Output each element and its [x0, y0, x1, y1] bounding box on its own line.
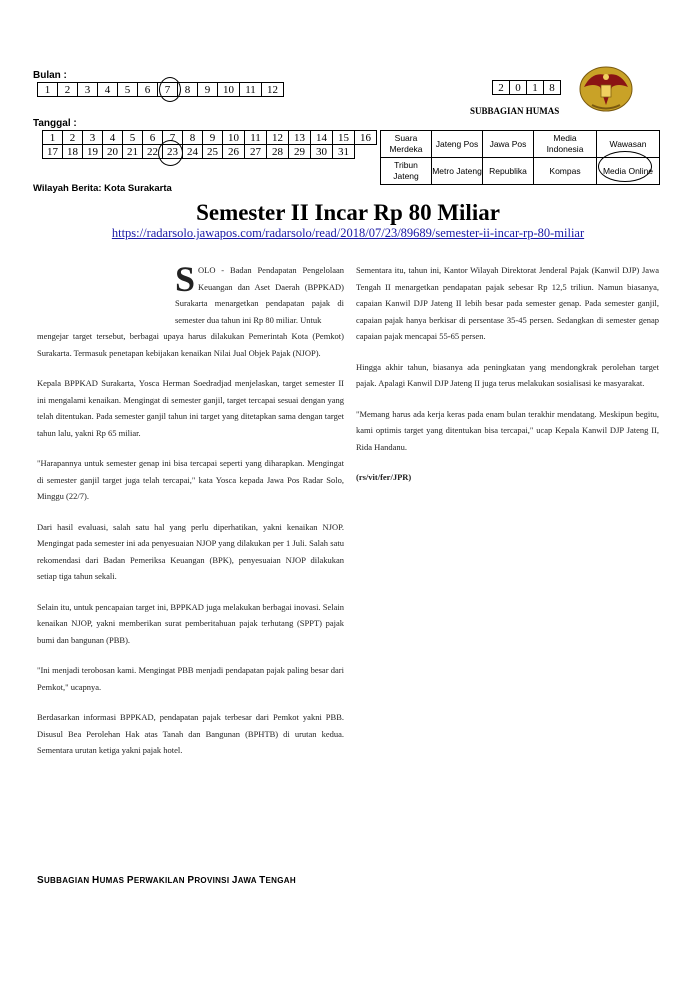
month-cell: 9: [198, 83, 218, 97]
date-cell: 6: [143, 131, 163, 145]
selected-media-circle: [598, 151, 652, 182]
garuda-emblem-icon: [578, 65, 634, 115]
article-paragraph: Selain itu, untuk pencapaian target ini, BPPKAD juga melakukan berbagai inovasi. Selain kenaikan NJOP, yakni memberikan surat pemberitahuan pajak terhutang (SPPT) pajak bumi dan bangunan (PBB).: [37, 601, 344, 645]
date-cell: 23: [163, 145, 183, 159]
year-digit-cell: 2: [493, 81, 510, 95]
year-box: [492, 80, 561, 95]
date-cell: 16: [355, 131, 377, 145]
bulan-label: Bulan :: [33, 70, 67, 81]
media-cell: Wawasan: [597, 131, 660, 158]
date-cell: 27: [245, 145, 267, 159]
date-cell: 24: [183, 145, 203, 159]
article-signature: (rs/vit/fer/JPR): [356, 472, 412, 482]
article-paragraph: Hingga akhir tahun, biasanya ada peningkatan yang mendongkrak perolehan target pajak. Apalagi Kanwil DJP Jateng II juga terus melakukan sosialisasi ke masyarakat.: [356, 361, 659, 388]
selected-month-circle: [159, 77, 181, 102]
date-cell: 17: [43, 145, 63, 159]
tanggal-label: Tanggal :: [33, 118, 77, 129]
article-title: Semester II Incar Rp 80 Miliar: [196, 200, 500, 225]
media-cell: Jateng Pos: [432, 131, 483, 158]
date-cell: 3: [83, 131, 103, 145]
month-cell: 4: [98, 83, 118, 97]
date-cell: 10: [223, 131, 245, 145]
article-right-column: [356, 262, 659, 500]
article-paragraph: Berdasarkan informasi BPPKAD, pendapatan pajak terbesar dari Pemkot yakni PBB. Disusul Bea Perolehan Hak atas Tanah dan Bangunan (BPHTB) di urutan kedua. Sementara urutan ketiga yakni pajak hotel.: [37, 712, 344, 755]
month-cell: 11: [240, 83, 262, 97]
media-cell: Kompas: [534, 158, 597, 185]
media-cell: Republika: [483, 158, 534, 185]
article-paragraph: "Memang harus ada kerja keras pada enam bulan terakhir mendatang. Meskipun begitu, kami optimis target yang ditentukan bisa tercapai," ucap Kepala Kanwil DJP Jateng II, Rida Handanu.: [356, 408, 659, 452]
wilayah-berita: Wilayah Berita: Kota Surakarta: [33, 183, 172, 194]
media-cell: Tribun Jateng: [381, 158, 432, 185]
date-cell: 20: [103, 145, 123, 159]
selected-date-circle: [158, 140, 183, 166]
article-left-column: [37, 259, 344, 773]
date-cell: 26: [223, 145, 245, 159]
footer-office-name: SUBBAGIAN HUMAS PERWAKILAN PROVINSI JAWA TENGAH: [37, 875, 296, 886]
date-cell: 19: [83, 145, 103, 159]
date-cell: 18: [63, 145, 83, 159]
date-table: [42, 130, 377, 159]
month-cell: 7: [158, 83, 178, 97]
date-cell: 7: [163, 131, 183, 145]
article-paragraph: Dari hasil evaluasi, salah satu hal yang perlu diperhatikan, yakni kenaikan NJOP. Mengingat pada semester ini ada penyesuaian NJOP yang dilakukan per 1 Juli. Salah satu rekomendasi dari Badan Pemeriksa Keuangan (BPK), penyesuaian NJOP dilakukan setiap tiga tahun sekali.: [37, 521, 344, 581]
date-cell: 29: [289, 145, 311, 159]
date-cell: 25: [203, 145, 223, 159]
media-cell: Suara Merdeka: [381, 131, 432, 158]
date-cell: 22: [143, 145, 163, 159]
date-cell: 14: [311, 131, 333, 145]
lead-paragraph: OLO - Badan Pendapatan Pengelolaan Keuangan dan Aset Daerah (BPPKAD) Surakarta menargetkan pendapatan pajak di semester dua tahun ini Rp 80 miliar. Untuk: [175, 265, 344, 325]
date-cell: 13: [289, 131, 311, 145]
media-cell: Media Online: [597, 158, 660, 185]
month-cell: 3: [78, 83, 98, 97]
date-cell: 30: [311, 145, 333, 159]
date-cell: 21: [123, 145, 143, 159]
month-cell: 12: [262, 83, 284, 97]
date-cell: 31: [333, 145, 355, 159]
month-cell: 1: [38, 83, 58, 97]
date-cell: 2: [63, 131, 83, 145]
month-cell: 8: [178, 83, 198, 97]
date-cell: 1: [43, 131, 63, 145]
year-digit-cell: 0: [510, 81, 527, 95]
date-cell: 28: [267, 145, 289, 159]
article-paragraph: "Ini menjadi terobosan kami. Mengingat PBB menjadi pendapatan pajak paling besar dari Pemkot," ucapnya.: [37, 665, 344, 692]
year-digit-cell: 8: [544, 81, 561, 95]
month-cell: 2: [58, 83, 78, 97]
month-cell: 6: [138, 83, 158, 97]
drop-cap: S: [175, 259, 196, 299]
date-cell: 4: [103, 131, 123, 145]
article-url[interactable]: https://radarsolo.jawapos.com/radarsolo/read/2018/07/23/89689/semester-ii-incar-rp-80-miliar: [111, 226, 585, 240]
date-cell: 15: [333, 131, 355, 145]
article-paragraph: "Harapannya untuk semester genap ini bisa tercapai seperti yang diharapkan. Mengingat di semester ganjil target juga telah tercapai," kata Yosca kepada Jawa Pos Radar Solo, Minggu (22/7).: [37, 458, 344, 501]
date-cell: 5: [123, 131, 143, 145]
date-cell: 12: [267, 131, 289, 145]
date-cell: 11: [245, 131, 267, 145]
media-cell: Media Indonesia: [534, 131, 597, 158]
year-digit-cell: 1: [527, 81, 544, 95]
article-paragraph: Kepala BPPKAD Surakarta, Yosca Herman Soedradjad menjelaskan, target semester II ini mengalami kenaikan. Mengingat di semester ganjil, target tercapai sesuai dengan yang telah ditentukan. Pada semester ganjil tahun ini target yang ditetapkan sama dengan target tahun lalu, yakni Rp 65 miliar.: [37, 378, 344, 438]
media-cell: Jawa Pos: [483, 131, 534, 158]
date-cell: 8: [183, 131, 203, 145]
lead-continuation: mengejar target tersebut, berbagai upaya harus dilakukan Pemerintah Kota (Pemkot) Surakarta. Termasuk penetapan kebijakan kenaikan Nilai Jual Objek Pajak (NJOP).: [37, 331, 344, 358]
date-cell: 9: [203, 131, 223, 145]
article-paragraph: Sementara itu, tahun ini, Kantor Wilayah Direktorat Jenderal Pajak (Kanwil DJP) Jawa Tengah II menargetkan pendapatan pajak sebesar Rp 12,5 triliun. Namun biasanya, capaian Kanwil DJP Jateng II lebih besar pada semester genap. Pada semester ganjil, capaian pajak hanya berkisar di persentase 35-45 persen. Sedangkan di semester genap capaian pajak mencapai 55-65 persen.: [356, 265, 659, 341]
media-cell: Metro Jateng: [432, 158, 483, 185]
month-cell: 5: [118, 83, 138, 97]
month-cell: 10: [218, 83, 240, 97]
subbagian-humas: SUBBAGIAN HUMAS: [470, 106, 560, 116]
